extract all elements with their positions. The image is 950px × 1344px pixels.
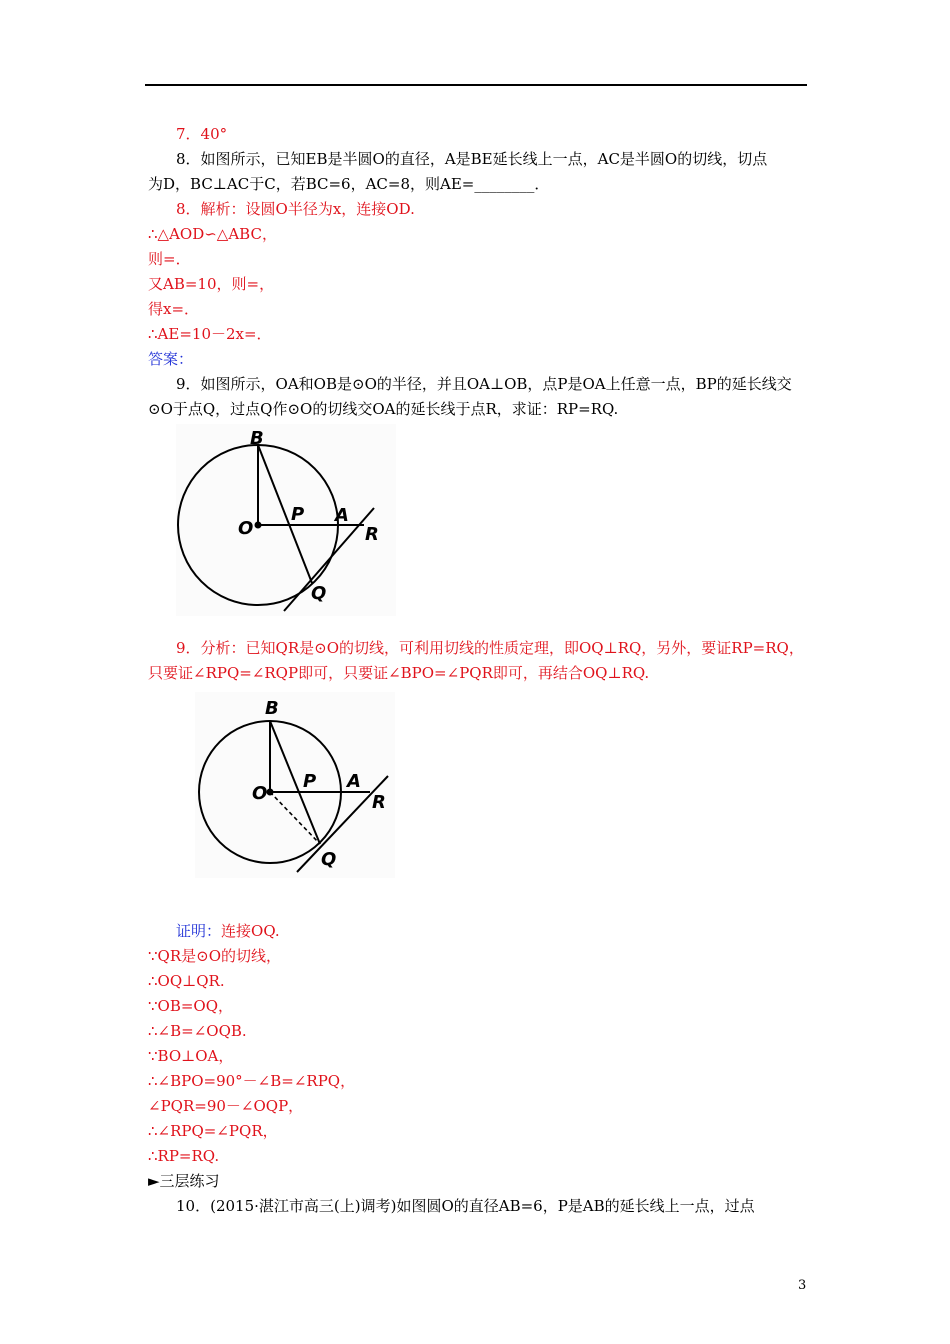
proof-line: ∴RP=RQ. [148,1147,220,1165]
label-A: A [347,771,361,792]
section-heading: ►三层练习 [148,1172,220,1190]
circle-figure-1 [176,424,396,616]
proof-heading [176,921,280,941]
answer-label: 答案： [148,350,194,368]
solution-8-line: 则=． [148,250,191,268]
solution-8-line: ∴AE=10－2x=． [148,325,272,343]
proof-label: 证明： [176,922,222,940]
label-Q: Q [311,583,327,604]
analysis-text: 已知QR是⊙O的切线，可利用切线的性质定理，即OQ⊥RQ，另外，要证RP=RQ， [245,639,804,657]
label-A: A [335,505,349,526]
answer-7: 7．40° [176,125,228,143]
solution-8-line: ∴△AOD∽△ABC， [148,225,277,243]
header-rule [145,84,807,86]
label-B: B [250,428,264,449]
analysis-9-line1 [176,638,804,658]
label-B: B [265,698,279,719]
proof-line: ∴∠RPQ=∠PQR， [148,1122,278,1140]
proof-line: ∴∠B=∠OQB. [148,1022,247,1040]
label-P: P [291,504,305,525]
question-9-line2: ⊙O于点Q，过点Q作⊙O的切线交OA的延长线于点R，求证：RP=RQ. [148,400,619,418]
label-P: P [303,771,317,792]
question-9-line1: 9．如图所示，OA和OB是⊙O的半径，并且OA⊥OB，点P是OA上任意一点，BP的延长线交 [176,375,792,393]
question-8-line1: 8．如图所示，已知EB是半圆O的直径，A是BE延长线上一点，AC是半圆O的切线，切点 [176,150,768,168]
label-O: O [252,783,268,804]
solution-8-heading [176,199,415,219]
analysis-9-line2: 只要证∠RPQ=∠RQP即可，只要证∠BPO=∠PQR即可，再结合OQ⊥RQ. [148,664,650,682]
proof-line: ∴∠BPO=90°－∠B=∠RPQ， [148,1072,356,1090]
label-R: R [365,524,379,545]
circle-figure-2 [195,692,395,878]
question-10-line1: 10．(2015·湛江市高三(上)调考)如图圆O的直径AB=6，P是AB的延长线上一点，过点 [176,1197,755,1215]
label-O: O [238,518,254,539]
proof-line: ∵BO⊥OA， [148,1047,234,1065]
proof-line: ∵QR是⊙O的切线， [148,947,282,965]
proof-line: ∵OB=OQ， [148,997,234,1015]
label-R: R [372,792,386,813]
analysis-label: 9．分析： [176,639,246,657]
solution-label: 8．解析： [176,200,246,218]
question-8-line2: 为D，BC⊥AC于C，若BC=6，AC=8，则AE=________． [148,175,550,193]
solution-text: 设圆O半径为x，连接OD. [245,200,415,218]
page-number: 3 [798,1278,807,1293]
proof-line: ∠PQR=90－∠OQP， [148,1097,304,1115]
proof-text: 连接OQ. [221,922,280,940]
solution-8-line: 得x=． [148,300,200,318]
proof-line: ∴OQ⊥QR. [148,972,225,990]
label-Q: Q [321,849,337,870]
solution-8-line: 又AB=10，则=， [148,275,275,293]
